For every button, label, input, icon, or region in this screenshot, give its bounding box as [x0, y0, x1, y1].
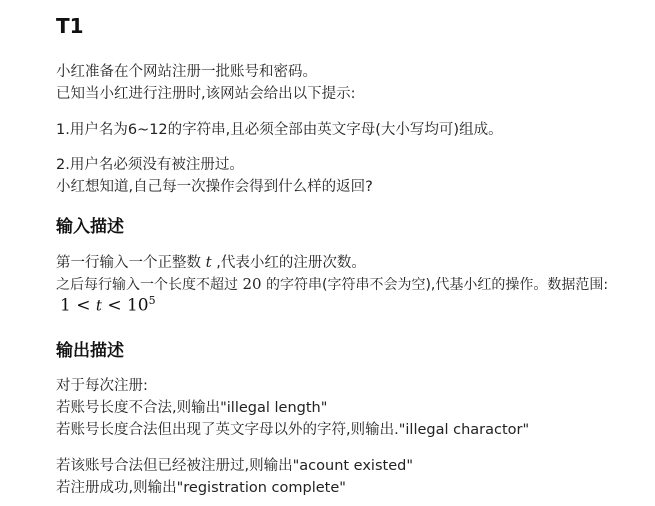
output-line-1: 对于每次注册: — [56, 378, 148, 394]
rule-2: 2.用户名必须没有被注册过。 — [56, 157, 244, 173]
range-base: 10 — [126, 295, 149, 316]
input-var-t: t — [205, 253, 212, 271]
input-max-length: 20 — [242, 275, 262, 293]
question-text: 小红想知道,自己每一次操作会得到什么样的返回? — [56, 179, 373, 195]
range-exponent: 5 — [148, 294, 156, 307]
range-lower: 1 — [60, 295, 71, 316]
input-line-2-pre: 之后每行输入一个长度不超过 — [56, 277, 243, 293]
input-line-2-post: 的字符串(字符串不会为空),代基小红的操作。数据范围: — [261, 277, 609, 293]
input-line-1 — [56, 252, 366, 273]
output-heading: 输出描述 — [56, 341, 124, 361]
input-heading: 输入描述 — [56, 217, 124, 237]
range-lt-1: < — [70, 295, 96, 316]
page-title: T1 — [56, 14, 84, 38]
range-var-t: t — [95, 296, 102, 315]
output-line-4: 若该账号合法但已经被注册过,则输出"acount existed" — [56, 458, 413, 474]
intro-line-1: 小红准备在个网站注册一批账号和密码。 — [56, 64, 317, 80]
range-lt-2: < — [101, 295, 127, 316]
rule-1: 1.用户名为6~12的字符串,且必须全部由英文字母(大小写均可)组成。 — [56, 122, 503, 138]
input-line-1-post: ,代表小红的注册次数。 — [211, 255, 366, 271]
intro-line-2: 已知当小红进行注册时,该网站会给出以下提示: — [56, 86, 356, 102]
output-line-2: 若账号长度不合法,则输出"illegal length" — [56, 400, 328, 416]
output-line-5: 若注册成功,则输出"registration complete" — [56, 480, 346, 496]
output-line-3: 若账号长度合法但出现了英文字母以外的字符,则输出."illegal charactor" — [56, 422, 530, 438]
input-line-1-pre: 第一行输入一个正整数 — [56, 255, 206, 271]
input-line-2 — [56, 274, 608, 295]
data-range-formula — [60, 294, 156, 316]
